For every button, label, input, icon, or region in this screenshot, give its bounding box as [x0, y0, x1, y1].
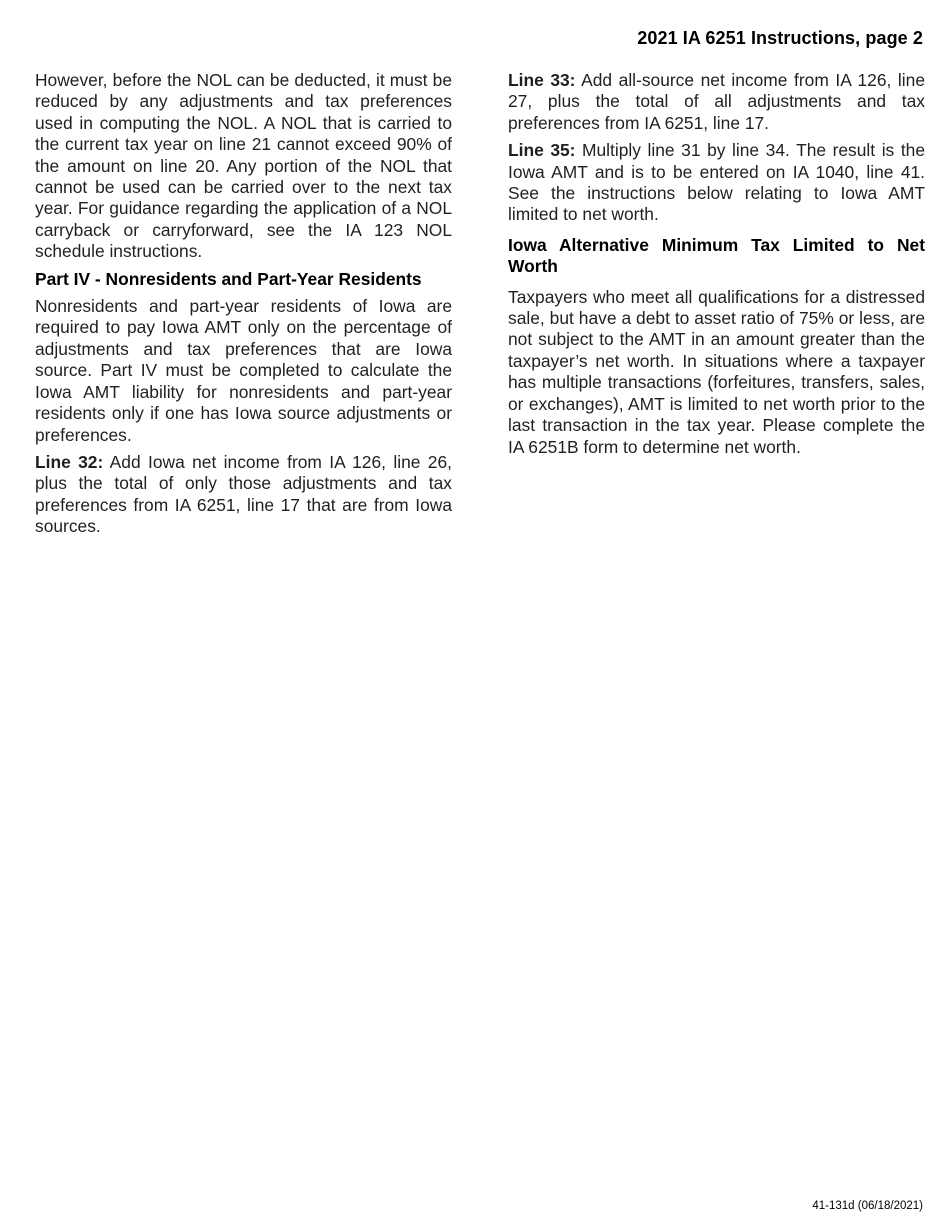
form-code: 41-131d (06/18/2021)	[812, 1200, 923, 1212]
nonresidents-paragraph: Nonresidents and part-year residents of Iowa are required to pay Iowa AMT only on the percentage of adjustments and tax preferences that are Iowa source. Part IV must be completed to calculate the Iowa AMT liability for nonresidents and part-year residents only if one has Iowa source adjustments or preferences.	[35, 296, 452, 445]
right-column	[508, 70, 925, 464]
line-32-text: Add Iowa net income from IA 126, line 26, plus the total of only those adjustments and tax preferences from IA 6251, line 17 that are from Iowa sources.	[35, 451, 452, 537]
line-35-paragraph	[508, 140, 925, 226]
part-iv-heading: Part IV - Nonresidents and Part-Year Residents	[35, 268, 422, 289]
line-33-text: Add all-source net income from IA 126, line 27, plus the total of all adjustments and tax preferences from IA 6251, line 17.	[508, 70, 925, 133]
line-33-paragraph	[508, 70, 925, 134]
page-header-title: 2021 IA 6251 Instructions, page 2	[637, 28, 923, 48]
line-32-label: Line 32:	[35, 451, 104, 472]
nol-paragraph: However, before the NOL can be deducted, it must be reduced by any adjustments and tax preferences used in computing the NOL. A NOL that is carried to the current tax year on line 21 cannot exceed 90% of the amount on line 20. Any portion of the NOL that cannot be used can be carried over to the next tax year. For guidance regarding the application of a NOL carryback or carryforward, see the IA 123 NOL schedule instructions.	[35, 70, 452, 262]
line-33-label: Line 33:	[508, 70, 576, 90]
net-worth-paragraph: Taxpayers who meet all qualifications for a distressed sale, but have a debt to asset ratio of 75% or less, are not subject to the AMT in an amount greater than the taxpayer’s net worth. In situations where a taxpayer has multiple transactions (forfeitures, transfers, sales, or exchanges), AMT is limited to net worth prior to the last transaction in the tax year. Please complete the IA 6251B form to determine net worth.	[508, 286, 925, 457]
left-column	[35, 70, 452, 544]
line-32-paragraph	[35, 452, 452, 538]
net-worth-heading: Iowa Alternative Minimum Tax Limited to Net Worth	[508, 234, 925, 277]
line-35-label: Line 35:	[508, 140, 576, 161]
line-35-text: Multiply line 31 by line 34. The result is the Iowa AMT and is to be entered on IA 1040, line 41. See the instructions below relating to Iowa AMT limited to net worth.	[508, 140, 925, 225]
